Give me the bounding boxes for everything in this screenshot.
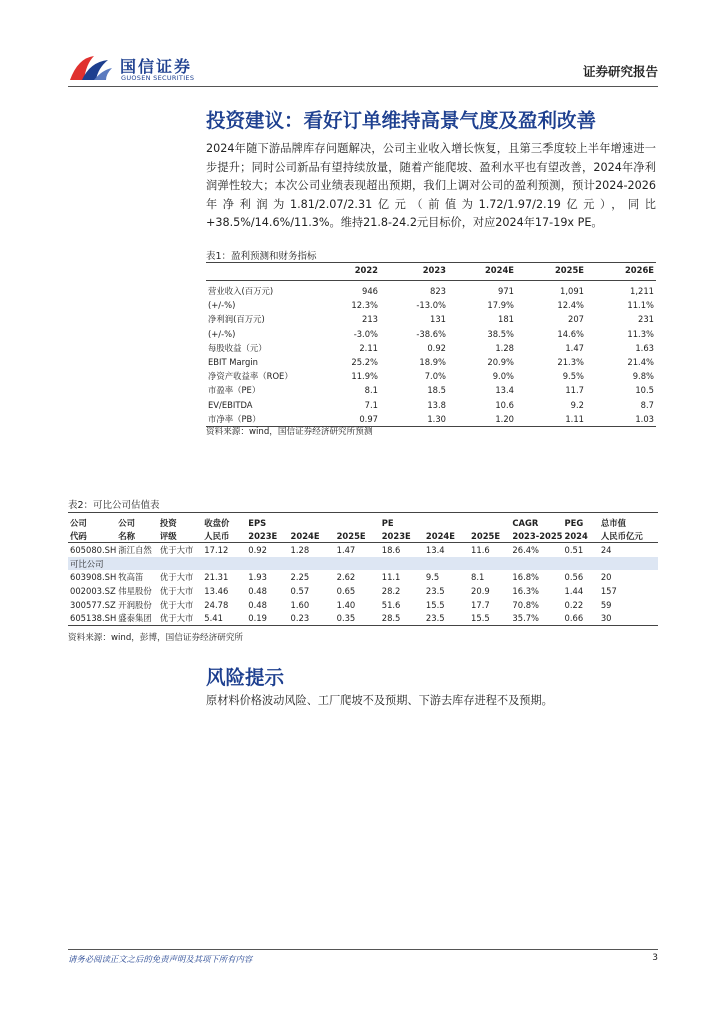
table2-cell: 1.93 [248,572,267,583]
table1-cell: -13.0% [416,300,446,311]
table1-cell: 231 [638,314,654,325]
table2-header-cell: 2023-2025 [512,530,563,541]
table2-cell: 0.56 [564,572,584,583]
table2-cell: 优于大市 [159,599,194,610]
table2-cell: 11.1 [381,572,401,583]
table1-header-cell: 2024E [448,263,516,281]
table1-cell: 11.1% [627,300,654,311]
table1-cell: 1.11 [516,412,586,427]
table2-cell: 26.4% [512,544,540,555]
table2-cell: 157 [600,585,617,596]
table1-cell: 1,211 [630,286,654,297]
table1-row [206,281,656,299]
table1-cell: 38.5% [487,328,514,339]
table2-cell: 1.47 [336,544,356,555]
table2-group-row [68,557,658,571]
table1-row [206,398,656,412]
table1-cell: 12.3% [351,300,378,311]
table1-cell: 0.97 [316,412,380,427]
table2-header-cell: 2024 [563,529,599,543]
table1-cell: 2.11 [359,342,378,353]
table2-cell: 13.4 [425,544,445,555]
table1-row-label: EBIT Margin [208,357,258,368]
table2-cell: 603908.SH [70,572,117,583]
table2-cell: 盛泰集团 [116,611,158,625]
table1-cell: 9.5% [562,371,584,382]
table2-cell: 59 [600,599,612,610]
table1-cell: 9.2 [570,399,584,410]
table1-header-cell: 2023 [380,263,448,281]
table1-cell: 11.7 [565,385,584,396]
table2-cell: 9.5 [425,572,440,583]
table1-row-label: 净资产收益率（ROE） [208,371,293,382]
table1-cell: -38.6% [416,328,446,339]
table1-cell: 10.6 [495,399,514,410]
table1-row [206,355,656,369]
table2-header-cell: EPS [248,517,267,528]
table1-cell: 10.5 [635,385,654,396]
table1-cell: 1,091 [560,286,584,297]
table2-top-rule [68,512,658,513]
table2-header-cell: 公司 [70,517,87,528]
table1-cell: 21.3% [557,357,584,368]
table2-cell: 0.65 [336,585,356,596]
table2-cell: 17.12 [204,544,229,555]
table2-header-cell: 投资 [159,517,177,528]
page-number: 3 [652,953,658,963]
table1-cell: 8.1 [364,385,378,396]
table2-cell: 28.2 [381,585,401,596]
table1-row-label: 净利润(百万元) [208,314,265,325]
table2-cell: 优于大市 [159,544,194,555]
table1-cell: 9.0% [492,371,514,382]
table2-cell: 30 [599,611,658,625]
report-type-label: 证券研究报告 [582,64,658,79]
table2-header-cell [289,516,335,529]
table1-cell: 181 [498,314,514,325]
table2-cell: 23.5 [425,585,445,596]
table2-header-cell: 2025E [335,529,380,543]
table2-row [68,611,658,625]
table2-cell: 0.22 [564,599,584,610]
table2-header-cell: 代码 [68,529,116,543]
table1-cell: 17.9% [487,300,514,311]
investment-advice-title: 投资建议：看好订单维持高景气度及盈利改善 [206,109,597,132]
table1-cell: 207 [568,314,584,325]
table2-cell: 002003.SZ [70,585,116,596]
table2-header-cell: 2025E [469,529,510,543]
table2-header-cell [424,516,469,529]
table2-cell: 11.6 [471,544,490,555]
table2-cell: 300577.SZ [70,599,116,610]
table2-header-cell: 评级 [158,529,202,543]
table2-cell: 0.92 [248,544,267,555]
table2-cell: 20.9 [471,585,490,596]
table2-main-row [68,543,658,557]
table1-cell: 1.30 [380,412,448,427]
table1-row-label: 市净率（PB） [206,412,316,427]
table2-cell: 优于大市 [159,572,194,583]
table1-cell: 1.28 [495,342,514,353]
table1-header-cell [206,263,316,281]
table1-cell: 946 [362,286,378,297]
table2-cell: 28.5 [380,611,424,625]
risk-text: 原材料价格波动风险、工厂爬坡不及预期、下游去库存进程不及预期。 [206,694,553,707]
table2-header-cell: CAGR [512,517,539,528]
table1-cell: 25.2% [351,357,378,368]
table1-cell: 18.5 [427,385,446,396]
table2-header-cell: 人民币 [202,529,246,543]
table2-cell: 21.31 [204,572,229,583]
table2-cell: 伟星股份 [118,585,152,596]
investment-advice-paragraph: 2024年随下游品牌库存问题解决，公司主业收入增长恢复，且第三季度较上半年增速进一步提升；同时公司新品有望持续放量，随着产能爬坡、盈利水平也有望改善，2024年净利润弹性较大；本次公司业绩表现超出预期，我们上调对公司的盈利预测，预计2024-2026年净利润为1.81/2.07/2.31亿元（前值为1.72/1.97/2.19亿元），同比+38.5%/14.6%/11.3%。维持21.8-24.2元目标价，对应2024年17-19x PE。 [206,142,656,230]
table2-header-cell: 总市值 [600,517,626,528]
table2-header-cell: 2024E [424,529,469,543]
table2-cell: 1.40 [336,599,356,610]
table2-cell: 0.57 [290,585,310,596]
table1-cell: 823 [430,286,446,297]
table1-header-cell: 2025E [516,263,586,281]
table2-header-cell: 公司 [118,517,135,528]
table1-row-label: EV/EBITDA [208,399,253,410]
table1-cell: 14.6% [557,328,584,339]
table2-cell: 0.48 [248,599,267,610]
table1-row-label: 市盈率（PE） [208,385,261,396]
table2-cell: 1.28 [290,544,310,555]
table2-cell: 13.46 [204,585,229,596]
table1-row [206,327,656,341]
table2-cell: 16.3% [512,585,540,596]
table2-header-cell: PEG [564,517,584,528]
table1-row-label: (+/-%) [208,328,236,339]
table1-cell: 213 [362,314,378,325]
table1-cell: 13.8 [427,399,446,410]
table2-cell: 0.66 [563,611,599,625]
logo-text-en: GUOSEN SECURITIES [121,74,195,82]
table2-header-cell: 2023E [380,529,424,543]
earnings-forecast-table [206,263,656,427]
table1-row [206,312,656,326]
table2-row [68,570,658,584]
table1-cell: 7.0% [424,371,446,382]
footer-divider [68,949,658,950]
guosen-logo-icon [68,54,114,84]
table1-row [206,369,656,383]
table2-cell: 浙江自然 [118,544,152,555]
table2-cell: 70.8% [512,599,540,610]
table2-cell: 优于大市 [159,585,194,596]
table2-header-cell: 收盘价 [204,517,230,528]
table2-cell: 2.25 [290,572,310,583]
page-header [68,50,658,86]
table2-cell: 35.7% [510,611,562,625]
table1-row [206,383,656,397]
table2-cell: 0.23 [289,611,335,625]
table2-cell: 5.41 [202,611,246,625]
table2-cell: 0.35 [335,611,380,625]
table2-source: 资料来源：wind，彭博，国信证券经济研究所 [68,633,244,643]
table1-cell: 9.8% [632,371,654,382]
table1-cell: 13.4 [495,385,514,396]
table2-cell: 1.44 [564,585,584,596]
table1-row [206,341,656,355]
table2-cell: 0.19 [246,611,288,625]
table1-cell: 7.1 [364,399,378,410]
comparable-valuation-table [68,516,658,626]
table2-header-cell: 2024E [289,529,335,543]
table2-cell: 15.5 [425,599,445,610]
table1-header-cell: 2026E [586,263,656,281]
table1-cell: 11.3% [627,328,654,339]
table2-cell: 23.5 [424,611,469,625]
table1-cell: -3.0% [353,328,378,339]
table1-row-label: (+/-%) [208,300,236,311]
table2-cell: 16.8% [512,572,540,583]
disclaimer-text: 请务必阅读正文之后的免责声明及其项下所有内容 [68,954,253,964]
table2-group-label: 可比公司 [68,557,658,571]
logo-text-cn: 国信证券 [120,57,193,76]
table2-cell: 0.51 [564,544,584,555]
table2-cell: 24.78 [204,599,229,610]
table1-row-label: 营业收入(百万元) [208,286,274,297]
table1-cell: 1.20 [448,412,516,427]
table2-cell: 17.7 [471,599,490,610]
table2-header-cell: PE [381,517,394,528]
table1-cell: 21.4% [627,357,654,368]
table2-cell: 开润股份 [118,599,152,610]
table1-cell: 971 [498,286,514,297]
table2-caption: 表2：可比公司估值表 [68,500,160,511]
table2-cell: 8.1 [471,572,485,583]
table2-cell: 1.60 [290,599,310,610]
header-divider [68,86,658,87]
table2-cell: 优于大市 [158,611,202,625]
table1-cell: 1.63 [635,342,654,353]
table2-cell: 605080.SH [70,544,117,555]
table2-cell: 24 [600,544,612,555]
table1-cell: 0.92 [427,342,446,353]
table1-header-cell: 2022 [316,263,380,281]
table1-caption: 表1：盈利预测和财务指标 [206,251,317,262]
table1-source: 资料来源：wind，国信证券经济研究所预测 [206,427,373,437]
table2-header-cell [469,516,510,529]
table1-row [206,298,656,312]
table2-header-cell: 2023E [246,529,288,543]
table1-cell: 11.9% [351,371,378,382]
table2-cell: 0.48 [248,585,267,596]
table2-cell: 15.5 [469,611,510,625]
table1-cell: 8.7 [640,399,654,410]
table2-row [68,584,658,598]
table1-cell: 18.9% [419,357,446,368]
table1-cell: 1.03 [586,412,656,427]
table1-cell: 131 [430,314,446,325]
table2-header-cell: 名称 [116,529,158,543]
risk-title: 风险提示 [206,666,285,689]
table2-cell: 605138.SH [68,611,116,625]
table1-cell: 1.47 [565,342,584,353]
table2-cell: 51.6 [381,599,401,610]
table2-header-cell [335,516,380,529]
table2-cell: 20 [600,572,612,583]
table2-row [68,598,658,612]
table1-row-label: 每股收益（元） [208,342,267,353]
table2-cell: 18.6 [381,544,401,555]
table1-cell: 20.9% [487,357,514,368]
table2-cell: 2.62 [336,572,356,583]
table2-cell: 牧高笛 [118,572,144,583]
table2-header-cell: 人民币亿元 [599,529,658,543]
table1-cell: 12.4% [557,300,584,311]
